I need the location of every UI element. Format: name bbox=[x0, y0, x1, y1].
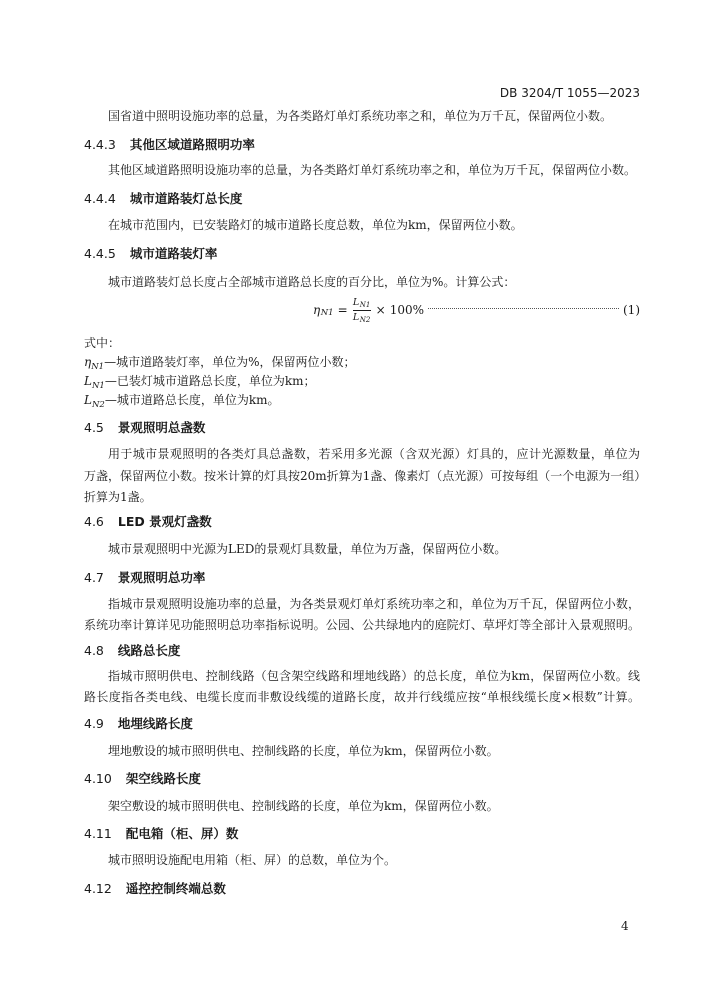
section-number: 4.7 bbox=[84, 570, 104, 585]
formula-expression bbox=[313, 297, 424, 324]
paragraph-line: 指城市景观照明设施功率的总量，为各类景观灯单灯系统功率之和，单位为万千瓦，保留两位小数， bbox=[108, 597, 640, 611]
paragraph-line: 城市照明设施配电用箱（柜、屏）的总数，单位为个。 bbox=[108, 853, 397, 867]
definition-text: —城市道路装灯率，单位为%，保留两位小数； bbox=[104, 355, 356, 369]
section-heading-4-4-3 bbox=[84, 136, 255, 154]
section-heading-4-4-4 bbox=[84, 190, 242, 208]
paragraph-line: 架空敷设的城市照明供电、控制线路的长度，单位为km，保留两位小数。 bbox=[108, 799, 499, 813]
definition-symbol: L bbox=[84, 393, 92, 407]
section-number: 4.4.4 bbox=[84, 191, 116, 206]
section-heading-4-7 bbox=[84, 569, 205, 587]
section-number: 4.6 bbox=[84, 514, 104, 529]
section-number: 4.5 bbox=[84, 420, 104, 435]
denominator-symbol: L bbox=[352, 311, 360, 323]
section-heading-4-8 bbox=[84, 642, 180, 660]
section-number: 4.11 bbox=[84, 826, 112, 841]
formula-lhs-symbol: η bbox=[313, 303, 321, 317]
section-heading-4-10 bbox=[84, 770, 201, 788]
section-number: 4.12 bbox=[84, 881, 112, 896]
where-label: 式中： bbox=[84, 336, 121, 350]
fraction-denominator bbox=[353, 312, 370, 324]
definition-subscript: N1 bbox=[91, 362, 105, 372]
formula-equals: = bbox=[337, 303, 348, 317]
definition-text: —已装灯城市道路总长度，单位为km； bbox=[104, 374, 316, 388]
paragraph-line: 国省道中照明设施功率的总量，为各类路灯单灯系统功率之和，单位为万千瓦，保留两位小数。 bbox=[108, 109, 613, 123]
section-title: 景观照明总盏数 bbox=[117, 420, 206, 435]
definition-line bbox=[84, 354, 640, 370]
definition-symbol: L bbox=[84, 374, 92, 388]
section-title: LED 景观灯盏数 bbox=[117, 514, 212, 529]
section-number: 4.4.5 bbox=[84, 246, 116, 261]
paragraph-line: 万盏，保留两位小数。按米计算的灯具按20m折算为1盏、像素灯（点光源）可按每组（一个电源为一组） bbox=[84, 469, 647, 483]
section-title: 配电箱（柜、屏）数 bbox=[125, 826, 239, 841]
definition-subscript: N2 bbox=[91, 400, 105, 410]
paragraph-line: 城市景观照明中光源为LED的景观灯具数量，单位为万盏，保留两位小数。 bbox=[108, 542, 507, 556]
section-title: 其他区域道路照明功率 bbox=[129, 137, 255, 152]
paragraph-line: 用于城市景观照明的各类灯具总盏数，若采用多光源（含双光源）灯具的，应计光源数量，单位为 bbox=[108, 447, 640, 461]
paragraph-line: 系统功率计算详见功能照明总功率指标说明。公园、公共绿地内的庭院灯、草坪灯等全部计入景观照明。 bbox=[84, 618, 640, 632]
equation-number: (1) bbox=[623, 303, 640, 317]
section-heading-4-4-5 bbox=[84, 245, 217, 263]
fraction-numerator bbox=[353, 297, 370, 309]
section-title: 景观照明总功率 bbox=[117, 570, 206, 585]
section-title: 城市道路装灯率 bbox=[129, 246, 218, 261]
section-number: 4.4.3 bbox=[84, 137, 116, 152]
numerator-subscript: N1 bbox=[359, 300, 371, 309]
definition-subscript: N1 bbox=[91, 381, 105, 391]
section-number: 4.10 bbox=[84, 771, 112, 786]
page-number: 4 bbox=[621, 919, 629, 933]
paragraph-line: 埋地敷设的城市照明供电、控制线路的长度，单位为km，保留两位小数。 bbox=[108, 744, 499, 758]
section-heading-4-11 bbox=[84, 825, 238, 843]
definition-symbol: η bbox=[84, 355, 92, 369]
definition-text: —城市道路总长度，单位为km。 bbox=[104, 393, 280, 407]
paragraph-line: 折算为1盏。 bbox=[84, 490, 152, 504]
paragraph-line: 路长度指各类电线、电缆长度而非敷设线缆的道路长度，故并行线缆应按“单根线缆长度×根数”计算。 bbox=[84, 690, 640, 704]
formula-times: × bbox=[375, 303, 386, 317]
section-title: 地埋线路长度 bbox=[117, 716, 193, 731]
section-heading-4-9 bbox=[84, 715, 193, 733]
section-number: 4.8 bbox=[84, 643, 104, 658]
denominator-subscript: N2 bbox=[359, 315, 371, 324]
formula-row bbox=[313, 295, 640, 325]
numerator-symbol: L bbox=[352, 296, 360, 308]
paragraph-line: 其他区域道路照明设施功率的总量，为各类路灯单灯系统功率之和，单位为万千瓦，保留两位小数。 bbox=[108, 163, 637, 177]
definition-line bbox=[84, 392, 640, 408]
section-number: 4.9 bbox=[84, 716, 104, 731]
formula-value: 100% bbox=[389, 303, 424, 317]
document-code-header: DB 3204/T 1055—2023 bbox=[499, 86, 640, 100]
section-title: 遥控控制终端总数 bbox=[125, 881, 226, 896]
dot-leader bbox=[428, 308, 619, 309]
section-title: 线路总长度 bbox=[117, 643, 181, 658]
paragraph-line: 在城市范围内，已安装路灯的城市道路长度总数，单位为km，保留两位小数。 bbox=[108, 218, 523, 232]
formula-lhs-subscript: N1 bbox=[320, 308, 334, 318]
section-heading-4-12 bbox=[84, 880, 226, 898]
fraction-bar bbox=[353, 310, 371, 311]
paragraph-line: 指城市照明供电、控制线路（包含架空线路和埋地线路）的总长度，单位为km，保留两位小数。线 bbox=[108, 669, 640, 683]
definition-line bbox=[84, 373, 640, 389]
paragraph-line: 城市道路装灯总长度占全部城市道路总长度的百分比，单位为%。计算公式： bbox=[108, 275, 516, 289]
section-heading-4-5 bbox=[84, 419, 205, 437]
section-heading-4-6 bbox=[84, 513, 212, 531]
section-title: 城市道路装灯总长度 bbox=[129, 191, 243, 206]
formula-fraction bbox=[353, 297, 371, 324]
section-title: 架空线路长度 bbox=[125, 771, 201, 786]
